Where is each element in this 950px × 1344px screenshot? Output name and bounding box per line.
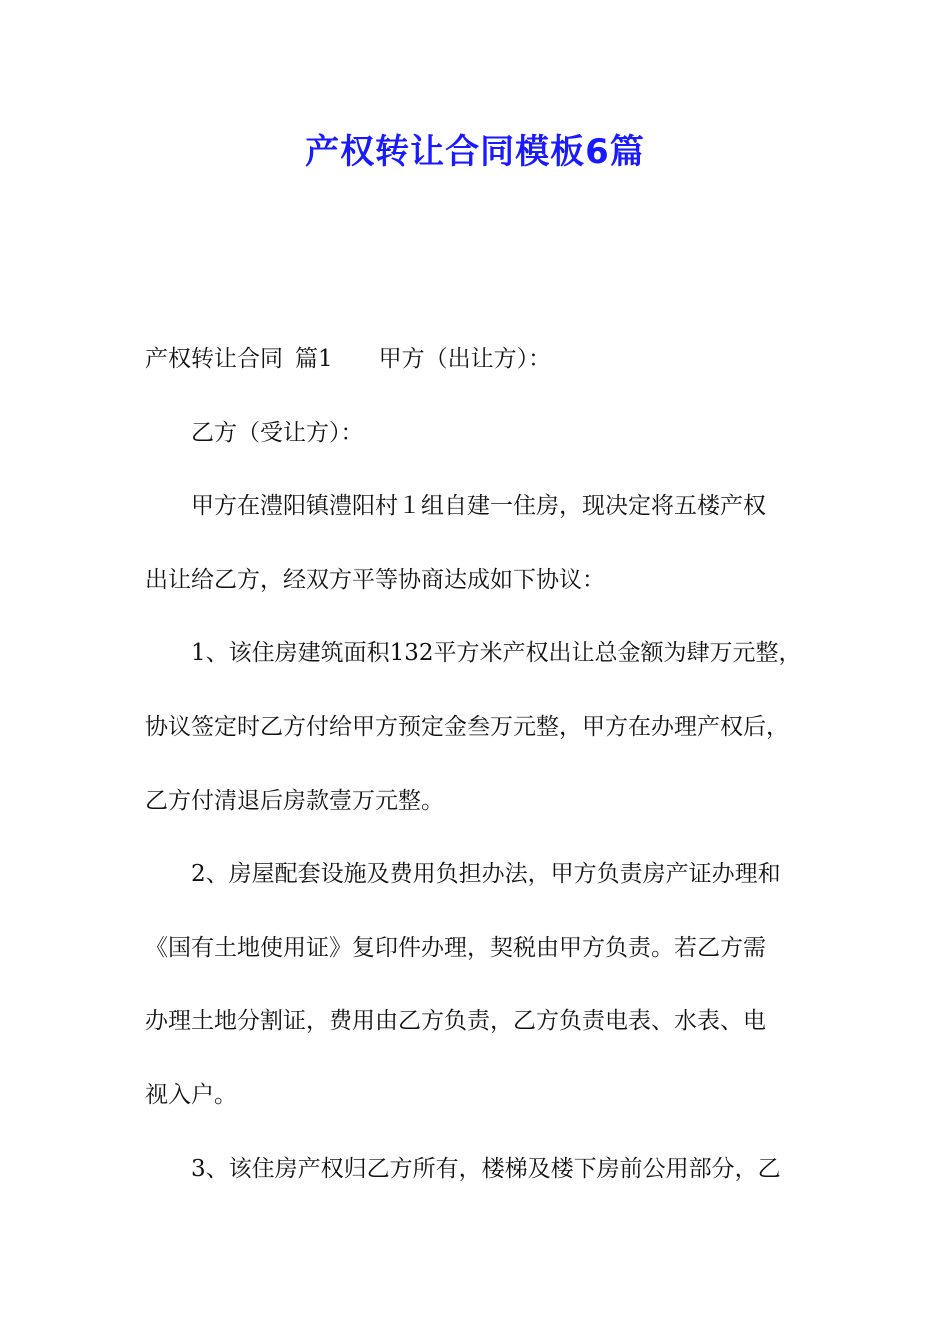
clause-2-line: 视入户。	[145, 1081, 237, 1108]
section-number: 篇1	[295, 346, 333, 372]
clause-2-line: 《国有土地使用证》复印件办理，契税由甲方负责。若乙方需	[145, 934, 766, 961]
clause-1-line: 1、该住房建筑面积132平方米产权出让总金额为肆万元整，	[191, 640, 802, 667]
clause-3-line: 3、该住房产权归乙方所有，楼梯及楼下房前公用部分，乙	[191, 1155, 781, 1182]
party-b-label: 乙方（受让方）：	[191, 419, 364, 446]
party-a-label: 甲方（出让方）：	[378, 346, 552, 372]
paragraph-line: 出让给乙方，经双方平等协商达成如下协议：	[145, 566, 605, 593]
document-body	[145, 336, 835, 1219]
clause-2-line: 办理土地分割证，费用由乙方负责，乙方负责电表、水表、电	[145, 1008, 766, 1035]
clause-1-line: 协议签定时乙方付给甲方预定金叁万元整，甲方在办理产权后，	[145, 713, 789, 740]
section-heading: 产权转让合同	[145, 346, 283, 372]
paragraph-line: 甲方在澧阳镇澧阳村１组自建一住房，现决定将五楼产权	[191, 493, 766, 520]
document-title: 产权转让合同模板6篇	[305, 132, 645, 172]
clause-1-line: 乙方付清退后房款壹万元整。	[145, 787, 444, 814]
section-heading-line	[145, 336, 835, 410]
clause-2-line: 2、房屋配套设施及费用负担办法，甲方负责房产证办理和	[191, 861, 781, 888]
